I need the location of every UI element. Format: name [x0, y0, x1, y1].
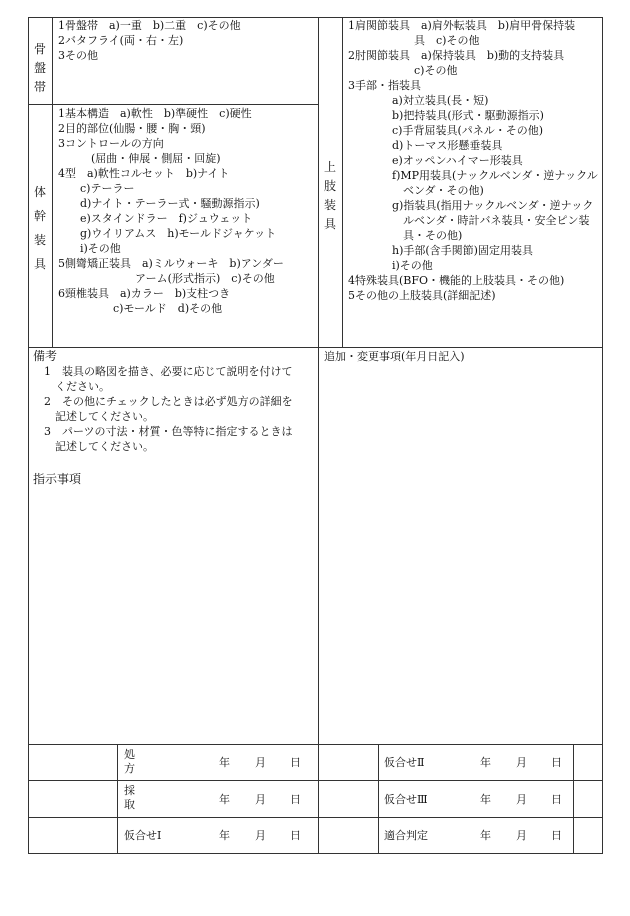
fitting3-day: 日	[551, 793, 562, 806]
trunk-item: 3コントロールの方向	[58, 137, 164, 150]
trunk-item: d)ナイト・テーラー式・騒動源指示)	[58, 197, 260, 210]
fitting3-label: 仮合せⅢ	[384, 793, 428, 806]
upper-item: 5その他の上肢装具(詳細記述)	[348, 289, 496, 302]
date-table-top	[28, 744, 603, 745]
trunk-label: 体幹装具	[33, 185, 46, 271]
upper-item: 2肘関節装具 a)保持装具 b)動的支持装具	[348, 49, 565, 62]
trunk-item: e)スタインドラー f)ジュウェット	[58, 212, 253, 225]
trunk-item: (屈曲・伸展・側屈・回旋)	[58, 152, 221, 165]
trunk-item: アーム(形式指示) c)その他	[58, 272, 275, 285]
date-table-row2	[28, 817, 603, 818]
prescription-day: 日	[290, 756, 301, 769]
upper-item: c)その他	[348, 64, 458, 77]
trunk-list	[58, 106, 284, 316]
fitting1-label: 仮合せⅠ	[124, 829, 162, 842]
fit-judgment-day: 日	[551, 829, 562, 842]
remark-note: 記述してください。	[33, 440, 154, 453]
frame-right	[602, 17, 603, 854]
prescription-year: 年	[219, 756, 230, 769]
upper-item: 4特殊装具(BFO・機能的上肢装具・その他)	[348, 274, 565, 287]
trunk-item: 6頸椎装具 a)カラー b)支柱つき	[58, 287, 231, 300]
date-table-col2	[378, 744, 379, 854]
remark-note: 2 その他にチェックしたときは必ず処方の詳細を	[33, 395, 293, 408]
changes-area[interactable]	[320, 366, 600, 742]
prescription-label: 処 方	[124, 748, 135, 775]
fitting2-month: 月	[516, 756, 527, 769]
remark-note: ください。	[33, 380, 110, 393]
left-label-divider	[52, 17, 53, 347]
trunk-item: 4型 a)軟性コルセット b)ナイト	[58, 167, 230, 180]
trunk-item: 5側彎矯正装具 a)ミルウォーキ b)アンダー	[58, 257, 284, 270]
upper-item: e)オッペンハイマー形装具	[348, 154, 523, 167]
fitting1-year: 年	[219, 829, 230, 842]
upper-item: 具 c)その他	[348, 34, 480, 47]
frame-left	[28, 17, 29, 854]
remarks-title: 備考	[33, 349, 58, 363]
upper-item: 具・その他)	[348, 229, 463, 242]
date-table-col1	[117, 744, 118, 854]
instructions-area[interactable]	[30, 490, 316, 742]
upper-item: a)対立装具(長・短)	[348, 94, 489, 107]
sampling-year: 年	[219, 793, 230, 806]
upper-limb-label: 上肢装具	[323, 160, 336, 231]
fitting2-year: 年	[480, 756, 491, 769]
sampling-label: 採 取	[124, 784, 135, 811]
frame-bottom	[28, 853, 603, 854]
upper-item: b)把持装具(形式・駆動源指示)	[348, 109, 544, 122]
remark-note: 3 パーツの寸法・材質・色等特に指定するときは	[33, 425, 293, 438]
trunk-item: c)モールド d)その他	[58, 302, 223, 315]
right-label-divider	[342, 17, 343, 347]
upper-item: 3手部・指装具	[348, 79, 421, 92]
upper-item: h)手部(含手関節)固定用装具	[348, 244, 533, 257]
upper-item: 1肩関節装具 a)肩外転装具 b)肩甲骨保持装	[348, 19, 576, 32]
sampling-day: 日	[290, 793, 301, 806]
trunk-item: g)ウイリアムス h)モールドジャケット	[58, 227, 277, 240]
fitting2-label: 仮合せⅡ	[384, 756, 425, 769]
upper-item: f)MP用装具(ナックルベンダ・逆ナックル	[348, 169, 598, 182]
trunk-item: c)テーラー	[58, 182, 135, 195]
changes-title: 追加・変更事項(年月日記入)	[324, 350, 465, 363]
trunk-item: 1基本構造 a)軟性 b)準硬性 c)硬性	[58, 107, 252, 120]
pelvic-list	[58, 18, 241, 63]
pelvic-item: 1骨盤帯 a)一重 b)二重 c)その他	[58, 19, 241, 32]
remark-note: 記述してください。	[33, 410, 154, 423]
fitting3-month: 月	[516, 793, 527, 806]
instructions-title: 指示事項	[33, 472, 82, 486]
fitting1-month: 月	[255, 829, 266, 842]
upper-item: c)手背屈装具(パネル・その他)	[348, 124, 544, 137]
date-table-col3	[573, 744, 574, 854]
upper-limb-list	[348, 18, 598, 303]
fitting3-year: 年	[480, 793, 491, 806]
prescription-month: 月	[255, 756, 266, 769]
pelvic-trunk-divider	[28, 104, 318, 105]
pelvic-label: 骨盤帯	[33, 42, 46, 94]
fitting2-day: 日	[551, 756, 562, 769]
center-divider	[318, 17, 319, 854]
fit-judgment-month: 月	[516, 829, 527, 842]
pelvic-item: 3その他	[58, 49, 98, 62]
pelvic-item: 2バタフライ(両・右・左)	[58, 34, 184, 47]
remarks-notes	[33, 364, 293, 454]
fitting1-day: 日	[290, 829, 301, 842]
upper-item: g)指装具(指用ナックルベンダ・逆ナック	[348, 199, 594, 212]
fit-judgment-label: 適合判定	[384, 829, 428, 842]
date-table-row1	[28, 780, 603, 781]
upper-item: ルベンダ・時計バネ装具・安全ピン装	[348, 214, 590, 227]
upper-item: i)その他	[348, 259, 433, 272]
fit-judgment-year: 年	[480, 829, 491, 842]
remark-note: 1 装具の略図を描き、必要に応じて説明を付けて	[33, 365, 293, 378]
upper-item: ベンダ・その他)	[348, 184, 484, 197]
upper-item: d)トーマス形懸垂装具	[348, 139, 503, 152]
trunk-item: 2目的部位(仙腸・腰・胸・頸)	[58, 122, 206, 135]
trunk-item: i)その他	[58, 242, 121, 255]
sampling-month: 月	[255, 793, 266, 806]
section-divider	[28, 347, 603, 348]
